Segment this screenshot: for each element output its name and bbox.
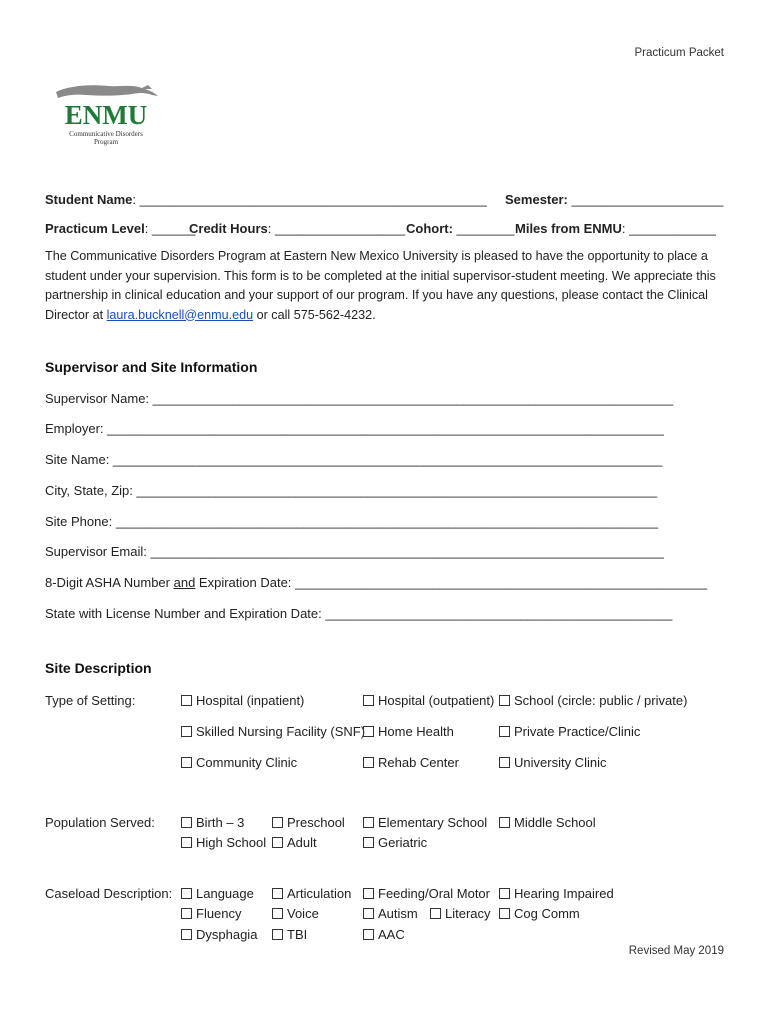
checkbox-icon[interactable]	[363, 726, 374, 737]
checkbox-icon[interactable]	[272, 888, 283, 899]
miles-label: Miles from ENMU	[515, 221, 622, 236]
semester-row	[505, 192, 723, 207]
checkbox-icon[interactable]	[499, 695, 510, 706]
checkbox-geriatric[interactable]: Geriatric	[363, 835, 427, 850]
population-served-label: Population Served:	[45, 815, 155, 830]
site-description-title: Site Description	[45, 660, 152, 676]
student-name-label: Student Name	[45, 192, 133, 207]
cohort-label: Cohort:	[406, 221, 457, 236]
checkbox-hospital-inpatient[interactable]: Hospital (inpatient)	[181, 693, 304, 708]
checkbox-icon[interactable]	[181, 908, 192, 919]
checkbox-icon[interactable]	[363, 757, 374, 768]
supervisor-email-field[interactable]: Supervisor Email: _______________________________________________________________________	[45, 544, 664, 559]
checkbox-icon[interactable]	[272, 837, 283, 848]
caseload-description-label: Caseload Description:	[45, 886, 173, 901]
checkbox-elementary-school[interactable]: Elementary School	[363, 815, 487, 830]
asha-expiration-label: Expiration Date: _________________________________________________________	[195, 575, 708, 590]
checkbox-icon[interactable]	[363, 837, 374, 848]
credit-hours-field[interactable]: : __________________	[267, 221, 406, 236]
miles-field[interactable]: : ____________	[621, 221, 716, 236]
checkbox-hearing-impaired[interactable]: Hearing Impaired	[499, 886, 614, 901]
cohort-field[interactable]: ________	[456, 221, 515, 236]
checkbox-icon[interactable]	[363, 695, 374, 706]
checkbox-voice[interactable]: Voice	[272, 906, 319, 921]
checkbox-icon[interactable]	[181, 929, 192, 940]
checkbox-high-school[interactable]: High School	[181, 835, 266, 850]
asha-number-field[interactable]	[45, 575, 707, 590]
checkbox-icon[interactable]	[430, 908, 441, 919]
checkbox-icon[interactable]	[499, 908, 510, 919]
checkbox-middle-school[interactable]: Middle School	[499, 815, 596, 830]
credit-hours-row	[189, 221, 405, 236]
checkbox-icon[interactable]	[363, 888, 374, 899]
site-phone-field[interactable]: Site Phone: ___________________________________________________________________________	[45, 514, 659, 529]
checkbox-autism[interactable]: Autism	[363, 906, 418, 921]
checkbox-tbi[interactable]: TBI	[272, 927, 307, 942]
student-name-row	[45, 192, 487, 207]
semester-field[interactable]: _____________________	[571, 192, 724, 207]
checkbox-school[interactable]: School (circle: public / private)	[499, 693, 687, 708]
checkbox-icon[interactable]	[499, 817, 510, 828]
checkbox-icon[interactable]	[363, 817, 374, 828]
checkbox-hospital-outpatient[interactable]: Hospital (outpatient)	[363, 693, 494, 708]
checkbox-preschool[interactable]: Preschool	[272, 815, 345, 830]
checkbox-literacy[interactable]: Literacy	[430, 906, 491, 921]
enmu-logo	[48, 80, 164, 150]
checkbox-icon[interactable]	[363, 908, 374, 919]
greyhound-icon	[48, 80, 164, 150]
checkbox-icon[interactable]	[181, 837, 192, 848]
practicum-level-row	[45, 221, 195, 236]
site-name-field[interactable]: Site Name: ____________________________________________________________________________	[45, 452, 663, 467]
checkbox-icon[interactable]	[499, 888, 510, 899]
checkbox-university-clinic[interactable]: University Clinic	[499, 755, 606, 770]
asha-label: 8-Digit ASHA Number	[45, 575, 174, 590]
intro-paragraph	[45, 247, 735, 325]
checkbox-icon[interactable]	[499, 726, 510, 737]
revision-date: Revised May 2019	[628, 945, 724, 957]
miles-row	[515, 221, 716, 236]
credit-hours-label: Credit Hours	[189, 221, 268, 236]
checkbox-icon[interactable]	[272, 908, 283, 919]
checkbox-birth-3[interactable]: Birth – 3	[181, 815, 244, 830]
checkbox-home-health[interactable]: Home Health	[363, 724, 454, 739]
practicum-level-label: Practicum Level	[45, 221, 145, 236]
clinical-director-email-link[interactable]: laura.bucknell@enmu.edu	[106, 307, 254, 322]
logo-subtitle-2: Program	[93, 138, 119, 146]
checkbox-language[interactable]: Language	[181, 886, 254, 901]
intro-text: The Communicative Disorders Program at Eastern New Mexico University is pleased to have the opportunity to place a student under your supervision. This form is to be completed at the initial supervisor-student meeting. We appreciate this partnership in clinical education and your support of our program. If you have any questions, please contact the Clinical Director at	[45, 249, 716, 322]
checkbox-icon[interactable]	[272, 817, 283, 828]
student-name-field[interactable]: : ________________________________________________	[132, 192, 487, 207]
checkbox-community-clinic[interactable]: Community Clinic	[181, 755, 297, 770]
checkbox-articulation[interactable]: Articulation	[272, 886, 351, 901]
checkbox-icon[interactable]	[272, 929, 283, 940]
type-of-setting-label: Type of Setting:	[45, 693, 136, 708]
checkbox-icon[interactable]	[181, 695, 192, 706]
checkbox-icon[interactable]	[363, 929, 374, 940]
cohort-row	[406, 221, 514, 236]
checkbox-icon[interactable]	[181, 817, 192, 828]
checkbox-snf[interactable]: Skilled Nursing Facility (SNF)	[181, 724, 365, 739]
asha-and: and	[173, 575, 196, 590]
checkbox-feeding-oral-motor[interactable]: Feeding/Oral Motor	[363, 886, 490, 901]
checkbox-fluency[interactable]: Fluency	[181, 906, 242, 921]
practicum-level-field[interactable]: : ______	[144, 221, 196, 236]
intro-phone-text: or call 575-562-4232.	[253, 307, 376, 322]
semester-label: Semester:	[505, 192, 572, 207]
checkbox-adult[interactable]: Adult	[272, 835, 317, 850]
checkbox-aac[interactable]: AAC	[363, 927, 405, 942]
checkbox-rehab-center[interactable]: Rehab Center	[363, 755, 459, 770]
logo-wordmark: ENMU	[64, 100, 148, 130]
checkbox-icon[interactable]	[181, 757, 192, 768]
employer-field[interactable]: Employer: _____________________________________________________________________________	[45, 421, 664, 436]
city-state-zip-field[interactable]: City, State, Zip: ________________________________________________________________________	[45, 483, 658, 498]
supervisor-section-title: Supervisor and Site Information	[45, 359, 258, 375]
checkbox-icon[interactable]	[499, 757, 510, 768]
checkbox-dysphagia[interactable]: Dysphagia	[181, 927, 257, 942]
logo-subtitle: Communicative Disorders	[69, 130, 143, 138]
page-header: Practicum Packet	[634, 47, 724, 59]
checkbox-icon[interactable]	[181, 888, 192, 899]
checkbox-cog-comm[interactable]: Cog Comm	[499, 906, 580, 921]
checkbox-private-practice[interactable]: Private Practice/Clinic	[499, 724, 640, 739]
supervisor-name-field[interactable]: Supervisor Name: ________________________________________________________________________	[45, 391, 674, 406]
checkbox-icon[interactable]	[181, 726, 192, 737]
license-field[interactable]: State with License Number and Expiration Date: ________________________________________________	[45, 606, 673, 621]
